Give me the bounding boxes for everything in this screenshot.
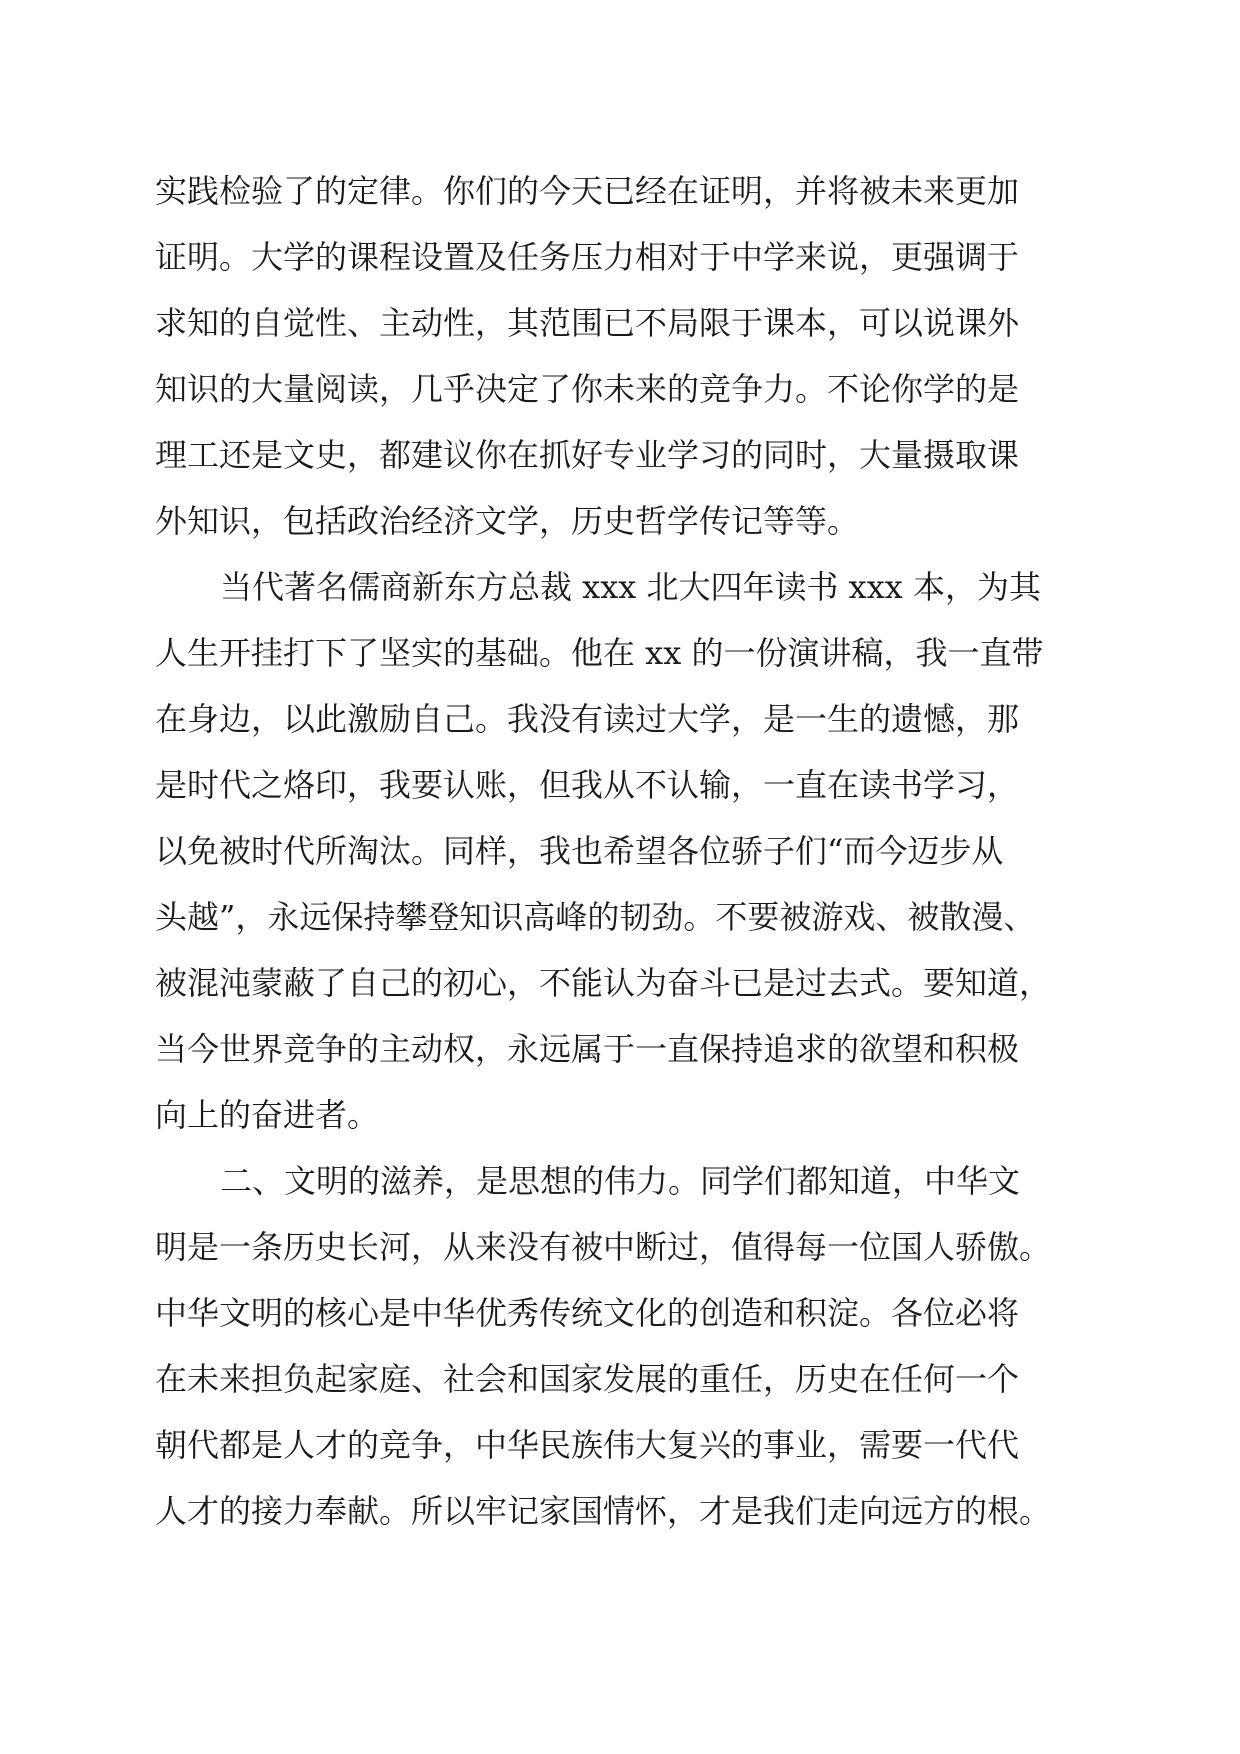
text-line: 证明。大学的课程设置及任务压力相对于中学来说，更强调于 bbox=[155, 238, 1020, 276]
text-line: 在未来担负起家庭、社会和国家发展的重任，历史在任何一个 bbox=[155, 1360, 1020, 1398]
text-line: 向上的奋进者。 bbox=[155, 1096, 380, 1134]
text-line: 明是一条历史长河，从来没有被中断过，值得每一位国人骄傲。 bbox=[155, 1228, 1052, 1266]
text-line: 被混沌蒙蔽了自己的初心，不能认为奋斗已是过去式。要知道， bbox=[155, 964, 1052, 1002]
text-line: 朝代都是人才的竞争，中华民族伟大复兴的事业，需要一代代 bbox=[155, 1426, 1020, 1464]
text-line: 在身边，以此激励自己。我没有读过大学，是一生的遗憾，那 bbox=[155, 700, 1020, 738]
text-line: 人生开挂打下了坚实的基础。他在 xx 的一份演讲稿，我一直带 bbox=[155, 634, 1044, 672]
text-line: 理工还是文史，都建议你在抓好专业学习的同时，大量摄取课 bbox=[155, 436, 1020, 474]
text-line: 求知的自觉性、主动性，其范围已不局限于课本，可以说课外 bbox=[155, 304, 1020, 342]
paragraph-first-line: 当代著名儒商新东方总裁 xxx 北大四年读书 xxx 本，为其 bbox=[220, 568, 1041, 606]
text-line: 头越”，永远保持攀登知识高峰的韧劲。不要被游戏、被散漫、 bbox=[155, 898, 1036, 936]
text-line: 实践检验了的定律。你们的今天已经在证明，并将被未来更加 bbox=[155, 172, 1020, 210]
text-line: 外知识，包括政治经济文学，历史哲学传记等等。 bbox=[155, 502, 860, 540]
text-line: 人才的接力奉献。所以牢记家国情怀，才是我们走向远方的根。 bbox=[155, 1492, 1052, 1530]
text-line: 当今世界竞争的主动权，永远属于一直保持追求的欲望和积极 bbox=[155, 1030, 1020, 1068]
text-line: 是时代之烙印，我要认账，但我从不认输，一直在读书学习， bbox=[155, 766, 1020, 804]
text-line: 知识的大量阅读，几乎决定了你未来的竞争力。不论你学的是 bbox=[155, 370, 1020, 408]
paragraph-first-line: 二、文明的滋养，是思想的伟力。同学们都知道，中华文 bbox=[220, 1162, 1021, 1200]
text-line: 中华文明的核心是中华优秀传统文化的创造和积淀。各位必将 bbox=[155, 1294, 1020, 1332]
text-line: 以免被时代所淘汰。同样，我也希望各位骄子们“而今迈步从 bbox=[155, 832, 1004, 870]
